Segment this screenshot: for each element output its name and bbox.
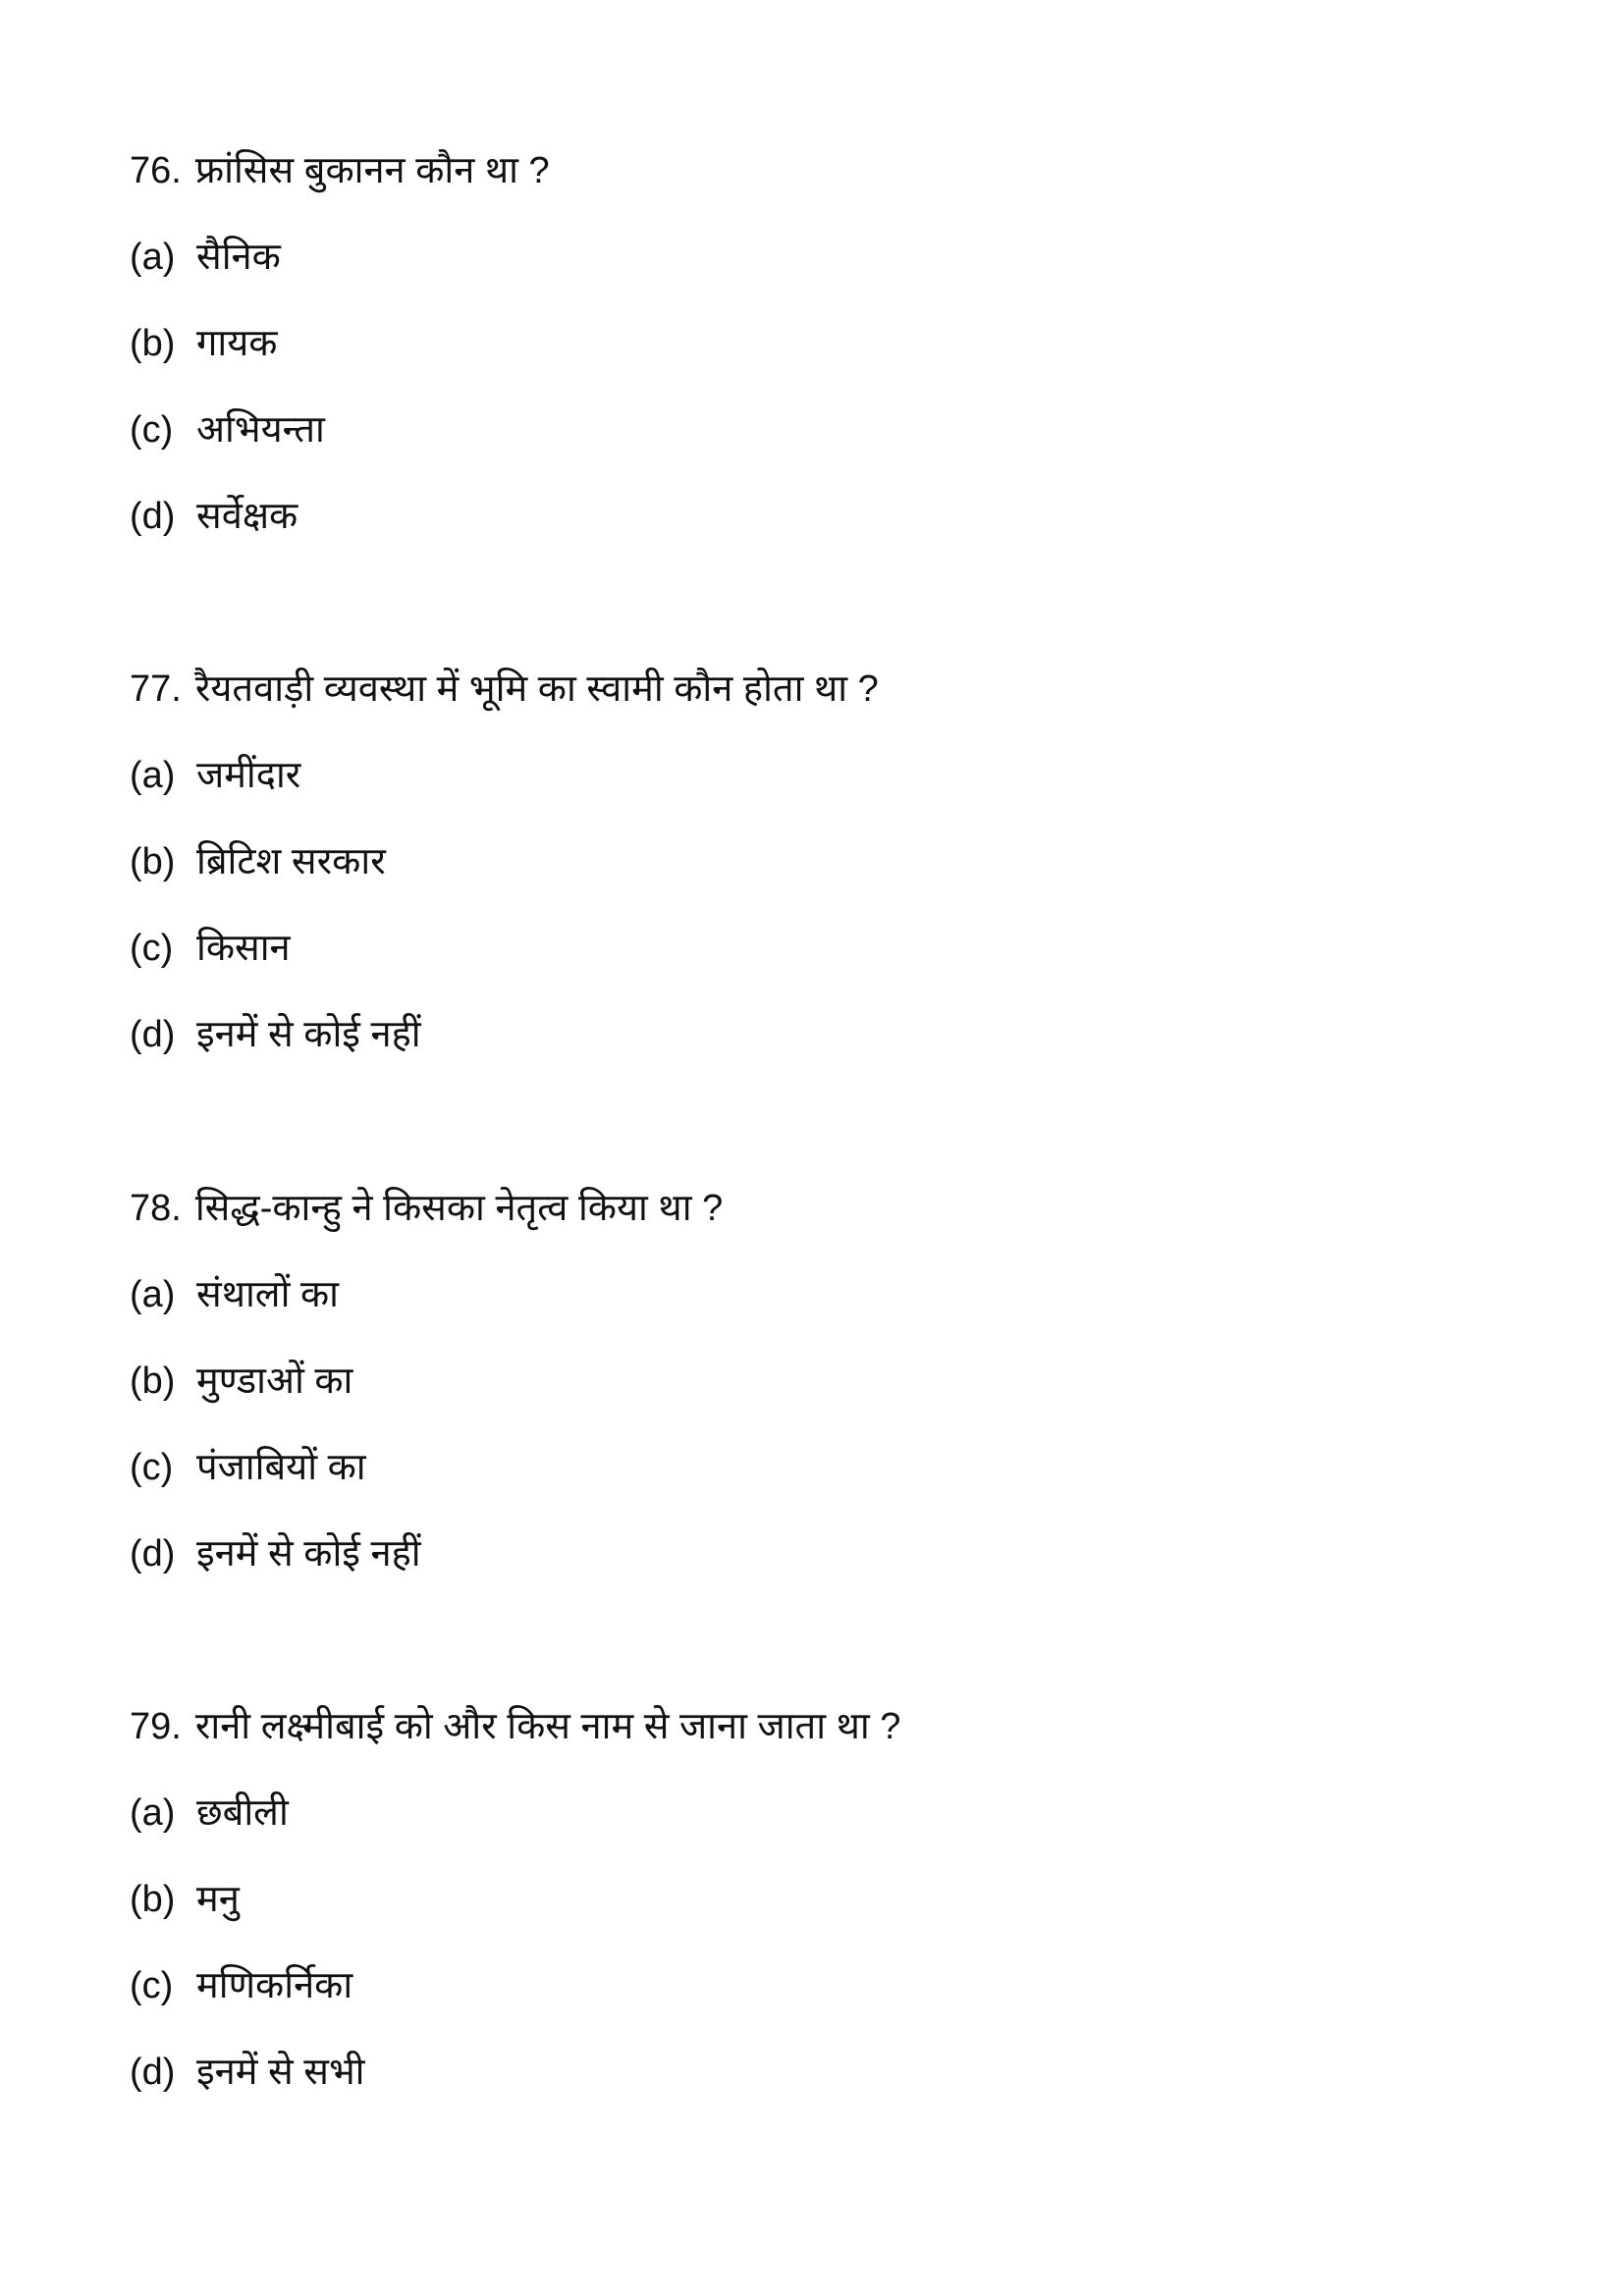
question-text — [130, 1165, 723, 1252]
option-text: ब्रिटिश सरकार — [196, 841, 386, 882]
option-label: (d) — [130, 1533, 176, 1575]
option-label: (a) — [130, 1792, 176, 1834]
option — [130, 1770, 900, 1856]
question-stem: सिद्ध-कान्हु ने किसका नेतृत्व किया था ? — [194, 1188, 724, 1229]
option — [130, 819, 879, 905]
option-text: गायक — [196, 323, 278, 364]
question-number: 77. — [130, 668, 182, 710]
option-label: (b) — [130, 323, 176, 364]
option — [130, 473, 550, 560]
option-label: (c) — [130, 409, 174, 451]
option-text: सर्वेक्षक — [196, 496, 298, 537]
option-label: (b) — [130, 1879, 176, 1920]
option-text: मुण्डाओं का — [196, 1361, 353, 1402]
option-label: (c) — [130, 1965, 174, 2006]
option-label: (d) — [130, 1014, 176, 1055]
option-text: किसान — [196, 928, 291, 969]
option — [130, 991, 879, 1078]
option-label: (a) — [130, 755, 176, 796]
option-label: (d) — [130, 496, 176, 537]
option-text: इनमें से सभी — [196, 2052, 365, 2093]
option-text: मणिकर्निका — [196, 1965, 353, 2006]
option-label: (a) — [130, 237, 176, 278]
question-stem: फ्रांसिस बुकानन कौन था ? — [194, 150, 550, 191]
option-label: (a) — [130, 1274, 176, 1315]
option — [130, 1511, 723, 1597]
option — [130, 387, 550, 473]
option-label: (b) — [130, 841, 176, 882]
option-text: संथालों का — [196, 1274, 340, 1315]
option-text: मनु — [196, 1879, 240, 1920]
option — [130, 1943, 900, 2029]
question-text — [130, 1683, 900, 1770]
option — [130, 214, 550, 300]
option — [130, 1856, 900, 1943]
question-number: 78. — [130, 1188, 182, 1229]
option-text: सैनिक — [196, 237, 281, 278]
option — [130, 1338, 723, 1424]
option — [130, 1424, 723, 1511]
option — [130, 2029, 900, 2115]
question-stem: रानी लक्ष्मीबाई को और किस नाम से जाना जाता था ? — [194, 1706, 901, 1747]
question-block — [130, 1683, 900, 2115]
option-label: (c) — [130, 1447, 174, 1488]
option-text: इनमें से कोई नहीं — [196, 1533, 421, 1575]
question-stem: रैयतवाड़ी व्यवस्था में भूमि का स्वामी कौन होता था ? — [194, 668, 879, 710]
option-label: (c) — [130, 928, 174, 969]
question-text — [130, 128, 550, 214]
option-text: इनमें से कोई नहीं — [196, 1014, 421, 1055]
question-number: 79. — [130, 1706, 182, 1747]
option — [130, 1252, 723, 1338]
option — [130, 732, 879, 819]
question-block — [130, 128, 550, 560]
question-text — [130, 646, 879, 732]
option-label: (b) — [130, 1361, 176, 1402]
question-number: 76. — [130, 150, 182, 191]
option-text: जमींदार — [196, 755, 301, 796]
question-block — [130, 646, 879, 1078]
option — [130, 905, 879, 991]
option — [130, 300, 550, 387]
option-text: छबीली — [196, 1792, 289, 1834]
option-text: पंजाबियों का — [196, 1447, 366, 1488]
option-text: अभियन्ता — [196, 409, 325, 451]
question-block — [130, 1165, 723, 1597]
option-label: (d) — [130, 2052, 176, 2093]
